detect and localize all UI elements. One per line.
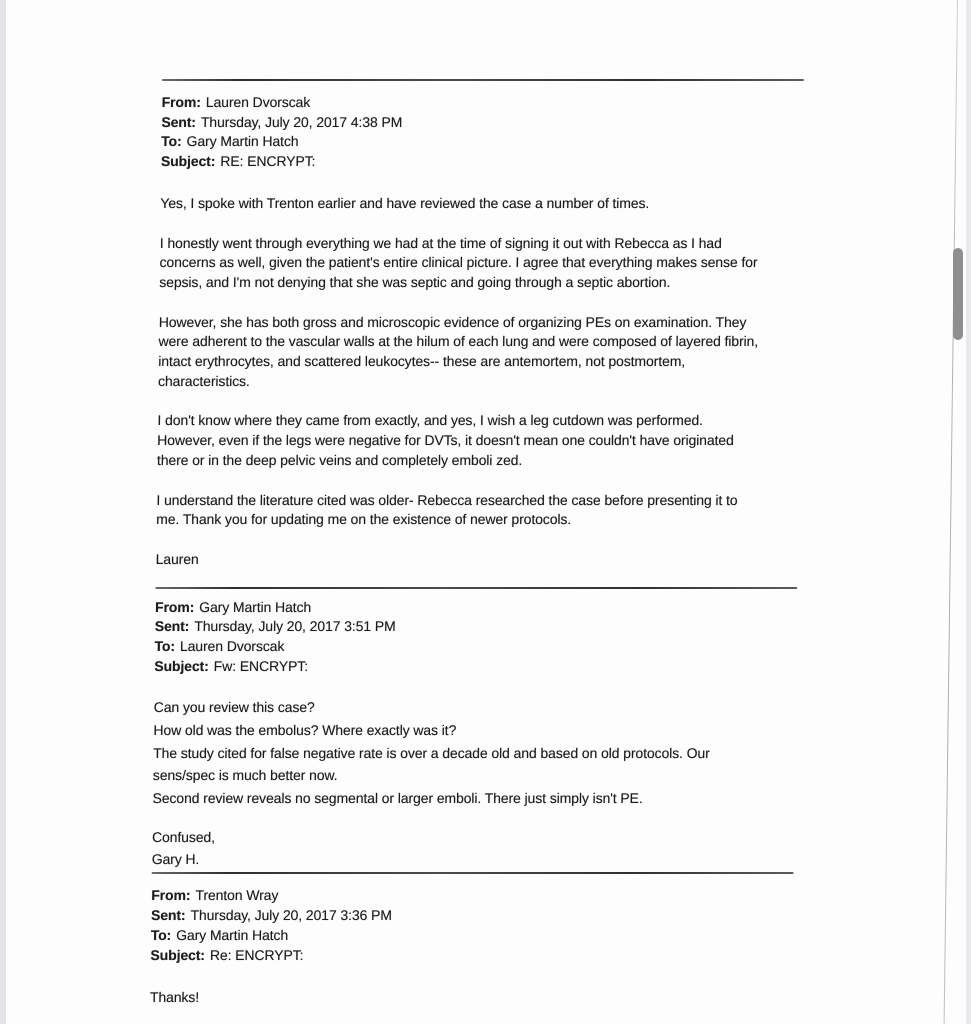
text-line: Thanks! (149, 989, 200, 1006)
email-signature (156, 550, 798, 570)
email-divider (162, 79, 804, 81)
email-divider (152, 872, 794, 874)
email-body-paragraph (160, 194, 802, 214)
subject-label: Subject: (160, 153, 216, 170)
text-line: Confused, (151, 829, 216, 846)
text-line: characteristics. (157, 372, 250, 389)
text-line: Lauren (155, 550, 199, 567)
email-body-paragraph (158, 313, 801, 392)
header-to-row (151, 926, 793, 946)
to-label: To: (161, 133, 182, 150)
subject-value: Re: ENCRYPT: (209, 946, 304, 963)
to-value: Gary Martin Hatch (176, 926, 289, 943)
to-value: Gary Martin Hatch (186, 133, 299, 150)
from-label: From: (161, 94, 201, 110)
from-label: From: (151, 887, 191, 904)
text-line: were adherent to the vascular walls at the hilum of each lung and were composed of layered fibrin, (158, 333, 759, 350)
from-value: Trenton Wray (195, 887, 279, 904)
header-subject-row (150, 946, 792, 966)
email-divider (155, 587, 797, 589)
subject-label: Subject: (154, 657, 209, 674)
header-subject-row (161, 152, 803, 172)
email-thread (150, 0, 805, 1008)
email-signature (152, 826, 795, 870)
email-header (161, 93, 804, 172)
email-header (154, 598, 797, 677)
text-line: However, she has both gross and microscopic evidence of organizing PEs on examination. They (158, 313, 747, 330)
header-to-row (161, 132, 803, 152)
header-from-row (162, 93, 804, 113)
text-line: Yes, I spoke with Trenton earlier and have reviewed the case a number of times. (160, 194, 650, 211)
email-body-paragraph (150, 988, 792, 1008)
header-sent-row (155, 617, 797, 637)
header-to-row (154, 637, 796, 657)
sent-value: Thursday, July 20, 2017 3:51 PM (194, 618, 396, 635)
header-subject-row (154, 657, 796, 677)
from-label: From: (154, 598, 195, 615)
sent-label: Sent: (154, 618, 190, 635)
text-line: intact erythrocytes, and scattered leukocytes-- these are antemortem, not postmortem, (158, 353, 686, 370)
email-body-paragraph (152, 696, 795, 809)
sent-label: Sent: (161, 113, 197, 130)
email-body-paragraph (157, 411, 800, 470)
scrollbar-thumb[interactable] (953, 248, 963, 340)
from-value: Gary Martin Hatch (199, 598, 312, 615)
text-line: I don't know where they came from exactly, and yes, I wish a leg cutdown was performed. (157, 412, 704, 429)
scan-page-edge (944, 0, 958, 1024)
subject-label: Subject: (150, 946, 206, 963)
text-line: How old was the embolus? Where exactly was it? (153, 722, 457, 739)
text-line: concerns as well, given the patient's entire clinical picture. I agree that everything makes sense for (159, 254, 758, 271)
text-line: Can you review this case? (153, 699, 315, 716)
text-line: Second review reveals no segmental or larger emboli. There just simply isn't PE. (152, 789, 643, 806)
email-header (150, 886, 793, 965)
text-line: Gary H. (151, 851, 200, 868)
to-label: To: (150, 926, 172, 943)
email-body-paragraph (156, 491, 799, 530)
text-line: sepsis, and I'm not denying that she was septic and going through a septic abortion. (159, 273, 671, 290)
text-line: sens/spec is much better now. (152, 767, 338, 784)
text-line: The study cited for false negative rate is over a decade old and based on old protocols. Our (153, 744, 710, 761)
email-body-paragraph (159, 234, 802, 293)
sent-label: Sent: (150, 907, 186, 924)
to-value: Lauren Dvorscak (179, 638, 285, 655)
text-line: there or in the deep pelvic veins and completely emboli zed. (156, 451, 523, 468)
subject-value: Fw: ENCRYPT: (213, 657, 309, 674)
header-from-row (155, 598, 797, 618)
sent-value: Thursday, July 20, 2017 4:38 PM (200, 113, 403, 130)
sent-value: Thursday, July 20, 2017 3:36 PM (190, 907, 392, 924)
text-line: I understand the literature cited was older- Rebecca researched the case before presenting it to (156, 491, 738, 508)
header-sent-row (151, 906, 793, 926)
header-sent-row (161, 113, 803, 133)
subject-value: RE: ENCRYPT: (220, 153, 316, 170)
to-label: To: (154, 638, 176, 655)
from-value: Lauren Dvorscak (205, 94, 311, 110)
text-line: However, even if the legs were negative for DVTs, it doesn't mean one couldn't have originated (157, 432, 734, 449)
text-line: I honestly went through everything we had at the time of signing it out with Rebecca as I had (159, 234, 722, 251)
text-line: me. Thank you for updating me on the existence of newer protocols. (156, 511, 572, 528)
header-from-row (151, 886, 793, 906)
